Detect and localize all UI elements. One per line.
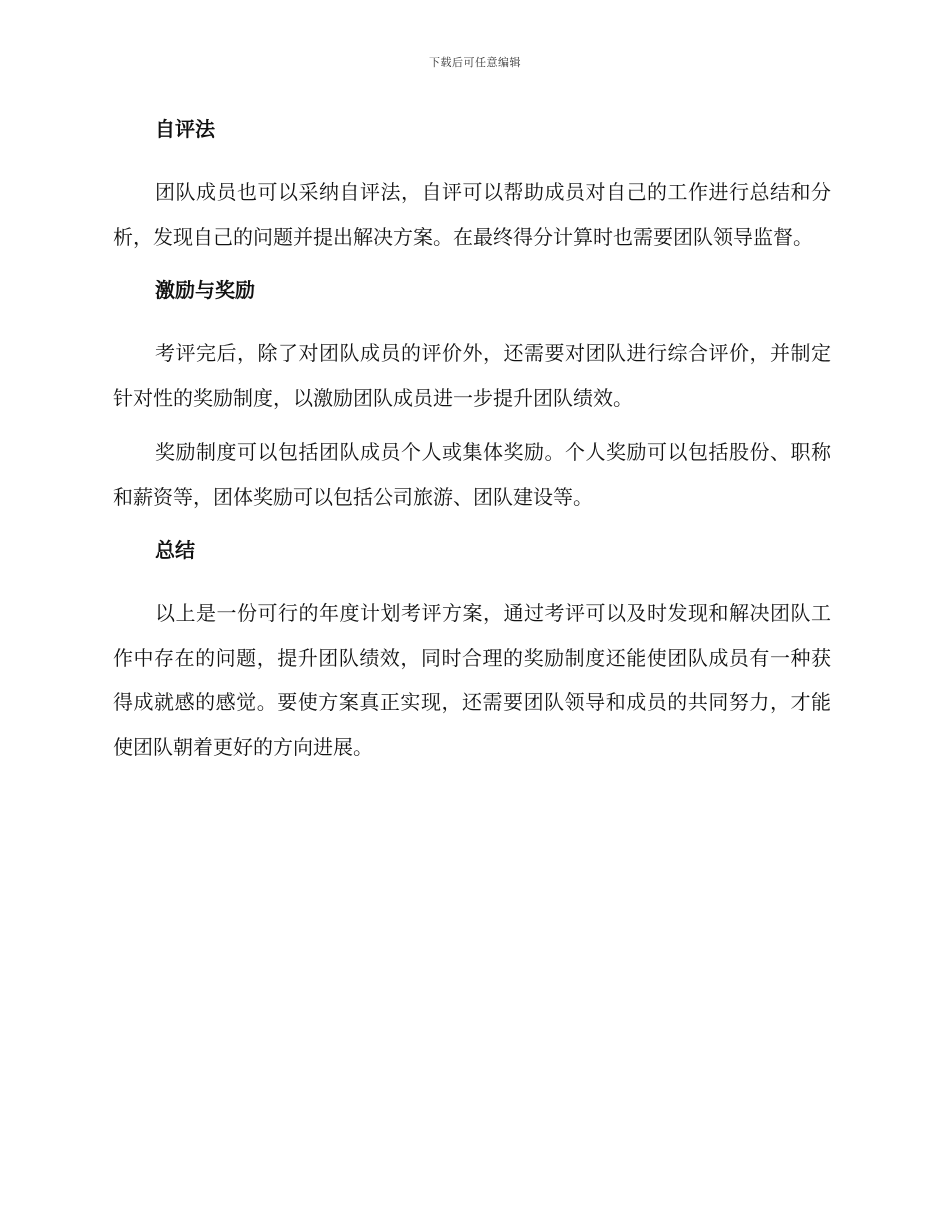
section-heading-self-evaluation: 自评法: [155, 117, 215, 141]
section-heading-incentives: 激励与奖励: [155, 278, 255, 302]
page-header: 下载后可任意编辑: [429, 56, 521, 69]
paragraph-incentives-1: 考评完后，除了对团队成员的评价外，还需要对团队进行综合评价，并制定针对性的奖励制度，以激励团队成员进一步提升团队绩效。: [113, 341, 831, 410]
section-heading-summary: 总结: [155, 538, 195, 562]
paragraph-incentives-2: 奖励制度可以包括团队成员个人或集体奖励。个人奖励可以包括股份、职称和薪资等，团体奖励可以包括公司旅游、团队建设等。: [113, 440, 831, 509]
document-body: [113, 112, 831, 783]
paragraph-self-evaluation: 团队成员也可以采纳自评法，自评可以帮助成员对自己的工作进行总结和分析，发现自己的问题并提出解决方案。在最终得分计算时也需要团队领导监督。: [113, 180, 831, 249]
paragraph-summary: 以上是一份可行的年度计划考评方案，通过考评可以及时发现和解决团队工作中存在的问题，提升团队绩效，同时合理的奖励制度还能使团队成员有一种获得成就感的感觉。要使方案真正实现，还需要团队领导和成员的共同努力，才能使团队朝着更好的方向进展。: [113, 601, 831, 759]
